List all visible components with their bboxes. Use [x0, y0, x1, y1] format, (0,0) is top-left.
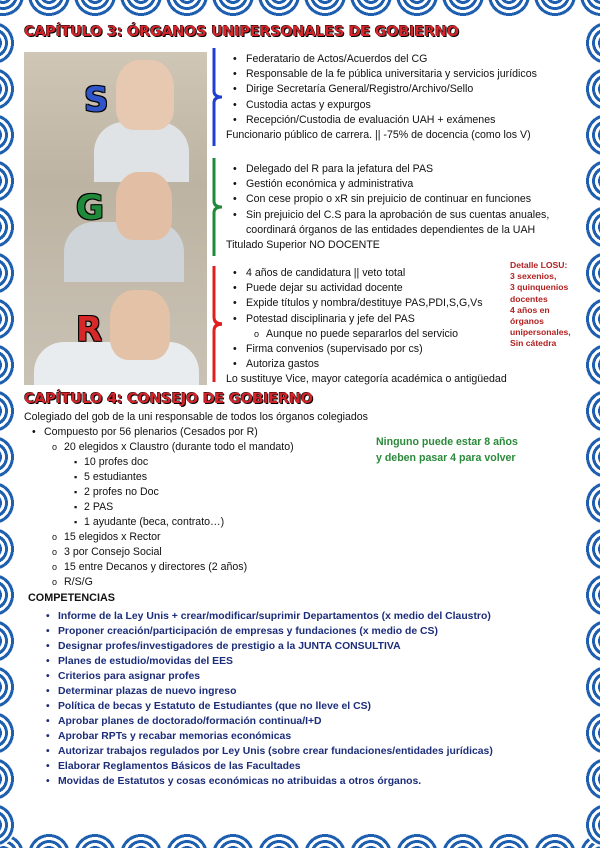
officials-photo — [24, 52, 207, 385]
rector-sub-item: o Aunque no puede separarlos del servicio — [226, 327, 507, 342]
swirl-decoration — [0, 250, 16, 296]
swirl-decoration — [532, 832, 578, 848]
swirl-decoration — [394, 0, 440, 18]
swirl-decoration — [584, 20, 600, 66]
chapter-4-heading: CAPÍTULO 4: CONSEJO DE GOBIERNO — [24, 391, 313, 407]
composition-item: • Compuesto por 56 plenarios (Cesados por R) — [24, 425, 580, 440]
swirl-decoration — [164, 0, 210, 18]
swirl-decoration — [26, 832, 72, 848]
secretario-list — [226, 52, 537, 128]
swirl-decoration — [584, 158, 600, 204]
secretario-note: Funcionario público de carrera. || -75% de docencia (como los V) — [226, 129, 531, 142]
competencias-list — [44, 609, 493, 789]
swirl-decoration — [348, 0, 394, 18]
competencia-item: • Designar profes/investigadores de prestigio a la JUNTA CONSULTIVA — [44, 639, 493, 654]
swirl-decoration — [584, 112, 600, 158]
swirl-decoration — [0, 112, 16, 158]
swirl-decoration — [164, 832, 210, 848]
swirl-decoration — [0, 664, 16, 710]
swirl-decoration — [0, 756, 16, 802]
swirl-decoration — [394, 832, 440, 848]
gerente-note: Titulado Superior NO DOCENTE — [226, 239, 380, 252]
swirl-decoration — [532, 0, 578, 18]
claustro-breakdown-item: ▪ 2 PAS — [24, 500, 580, 515]
losu-detail-note — [510, 260, 580, 350]
swirl-decoration — [302, 0, 348, 18]
competencia-item: • Informe de la Ley Unis + crear/modificar/suprimir Departamentos (x medio del Claustro) — [44, 609, 493, 624]
claustro-item: o 20 elegidos x Claustro (durante todo el mandato) — [24, 440, 580, 455]
other-members-list — [24, 530, 580, 590]
swirl-decoration — [0, 20, 16, 66]
swirl-decoration — [584, 480, 600, 526]
losu-detail-line: 4 años en — [510, 304, 550, 315]
swirl-decoration — [486, 832, 532, 848]
rector-item: • Autoriza gastos — [226, 357, 507, 372]
rector-item: • Expide títulos y nombra/destituye PAS,PDI,S,G,Vs — [226, 296, 507, 311]
swirl-decoration — [584, 756, 600, 802]
swirl-decoration — [0, 710, 16, 756]
swirl-decoration — [0, 434, 16, 480]
swirl-decoration — [486, 0, 532, 18]
swirl-decoration — [210, 832, 256, 848]
losu-detail-line: 3 sexenios, — [510, 271, 557, 282]
competencia-item: • Movidas de Estatutos y cosas económicas no atribuidas a otros órganos. — [44, 774, 493, 789]
swirl-decoration — [0, 618, 16, 664]
swirl-decoration — [0, 66, 16, 112]
gerente-block — [226, 162, 571, 253]
rector-block — [226, 266, 507, 388]
losu-detail-line: Detalle LOSU: — [510, 260, 568, 270]
swirl-decoration — [348, 832, 394, 848]
swirl-decoration — [584, 342, 600, 388]
swirl-decoration — [118, 832, 164, 848]
swirl-decoration — [0, 480, 16, 526]
secretario-item: • Dirige Secretaría General/Registro/Archivo/Sello — [226, 82, 537, 97]
competencia-item: • Aprobar RPTs y recabar memorias económicas — [44, 729, 493, 744]
swirl-decoration — [584, 296, 600, 342]
claustro-breakdown — [24, 455, 580, 530]
rector-item: • 4 años de candidatura || veto total — [226, 266, 507, 281]
swirl-decoration — [584, 250, 600, 296]
consejo-section — [24, 392, 580, 590]
swirl-decoration — [578, 0, 600, 18]
claustro-breakdown-item: ▪ 5 estudiantes — [24, 470, 580, 485]
member-group-item: o R/S/G — [24, 575, 580, 590]
losu-detail-line: unipersonales, — [510, 327, 571, 338]
swirl-decoration — [584, 434, 600, 480]
consejo-intro: Colegiado del gob de la uni responsable de todos los órganos colegiados — [24, 411, 368, 423]
swirl-decoration — [584, 664, 600, 710]
claustro-breakdown-item: ▪ 1 ayudante (beca, contrato…) — [24, 515, 580, 530]
swirl-decoration — [0, 526, 16, 572]
member-group-item: o 3 por Consejo Social — [24, 545, 580, 560]
swirl-decoration — [0, 572, 16, 618]
swirl-decoration — [440, 0, 486, 18]
rector-item: • Potestad disciplinaria y jefe del PAS — [226, 312, 507, 327]
secretario-item: • Recepción/Custodia de evaluación UAH + exámenes — [226, 113, 537, 128]
letter-g-gerente: G — [76, 188, 104, 228]
competencia-item: • Criterios para asignar profes — [44, 669, 493, 684]
gerente-item: • Sin prejuicio del C.S para la aprobación de sus cuentas anuales, coordinará órganos de las entidades dependientes de la UAH — [226, 208, 571, 238]
swirl-decoration — [584, 710, 600, 756]
swirl-decoration — [118, 0, 164, 18]
green-brace — [210, 158, 224, 256]
gerente-list — [226, 162, 571, 238]
swirl-decoration — [584, 204, 600, 250]
member-group-item: o 15 elegidos x Rector — [24, 530, 580, 545]
swirl-decoration — [26, 0, 72, 18]
swirl-decoration — [584, 618, 600, 664]
claustro-breakdown-item: ▪ 10 profes doc — [24, 455, 580, 470]
red-brace — [210, 266, 224, 382]
competencia-item: • Elaborar Reglamentos Básicos de las Facultades — [44, 759, 493, 774]
rector-item: • Firma convenios (supervisado por cs) — [226, 342, 507, 357]
gerente-item: • Delegado del R para la jefatura del PAS — [226, 162, 571, 177]
rector-note: Lo sustituye Vice, mayor categoría académica o antigüedad — [226, 373, 507, 386]
competencia-item: • Proponer creación/participación de empresas y fundaciones (x medio de CS) — [44, 624, 493, 639]
swirl-decoration — [72, 0, 118, 18]
competencias-title: COMPETENCIAS — [28, 592, 115, 604]
competencia-item: • Autorizar trabajos regulados por Ley Unis (sobre crear fundaciones/entidades jurídicas) — [44, 744, 493, 759]
losu-detail-line: 3 quinquenios — [510, 282, 569, 293]
losu-detail-line: Sin cátedra — [510, 338, 557, 349]
swirl-decoration — [0, 0, 26, 18]
swirl-decoration — [210, 0, 256, 18]
swirl-decoration — [0, 204, 16, 250]
competencia-item: • Planes de estudio/movidas del EES — [44, 654, 493, 669]
secretario-item: • Federatario de Actos/Acuerdos del CG — [226, 52, 537, 67]
secretario-item: • Responsable de la fe pública universitaria y servicios jurídicos — [226, 67, 537, 82]
chapter-3-heading: CAPÍTULO 3: ÓRGANOS UNIPERSONALES DE GOBIERNO — [24, 24, 459, 40]
swirl-decoration — [584, 388, 600, 434]
swirl-decoration — [584, 66, 600, 112]
rector-item: • Puede dejar su actividad docente — [226, 281, 507, 296]
swirl-decoration — [256, 0, 302, 18]
swirl-decoration — [0, 388, 16, 434]
swirl-decoration — [72, 832, 118, 848]
term-limit-note — [376, 434, 518, 466]
swirl-decoration — [0, 296, 16, 342]
swirl-decoration — [584, 572, 600, 618]
document-page — [24, 22, 580, 822]
gerente-item: • Con cese propio o xR sin prejuicio de continuar en funciones — [226, 192, 571, 207]
swirl-decoration — [0, 342, 16, 388]
swirl-decoration — [256, 832, 302, 848]
secretario-block — [226, 52, 537, 143]
term-limit-line-2: y deben pasar 4 para volver — [376, 452, 516, 464]
swirl-decoration — [440, 832, 486, 848]
competencia-item: • Política de becas y Estatuto de Estudiantes (que no lleve el CS) — [44, 699, 493, 714]
swirl-decoration — [302, 832, 348, 848]
swirl-decoration — [584, 526, 600, 572]
losu-detail-line: docentes — [510, 293, 548, 304]
losu-detail-line: órganos — [510, 316, 544, 327]
secretario-item: • Custodia actas y expurgos — [226, 98, 537, 113]
swirl-decoration — [0, 158, 16, 204]
rector-list — [226, 266, 507, 372]
claustro-breakdown-item: ▪ 2 profes no Doc — [24, 485, 580, 500]
letter-r-rector: R — [76, 310, 103, 350]
term-limit-line-1: Ninguno puede estar 8 años — [376, 436, 518, 448]
competencia-item: • Aprobar planes de doctorado/formación continua/I+D — [44, 714, 493, 729]
competencia-item: • Determinar plazas de nuevo ingreso — [44, 684, 493, 699]
gerente-item: • Gestión económica y administrativa — [226, 177, 571, 192]
letter-s-secretario: S — [84, 80, 109, 120]
blue-brace — [210, 48, 224, 146]
member-group-item: o 15 entre Decanos y directores (2 años) — [24, 560, 580, 575]
